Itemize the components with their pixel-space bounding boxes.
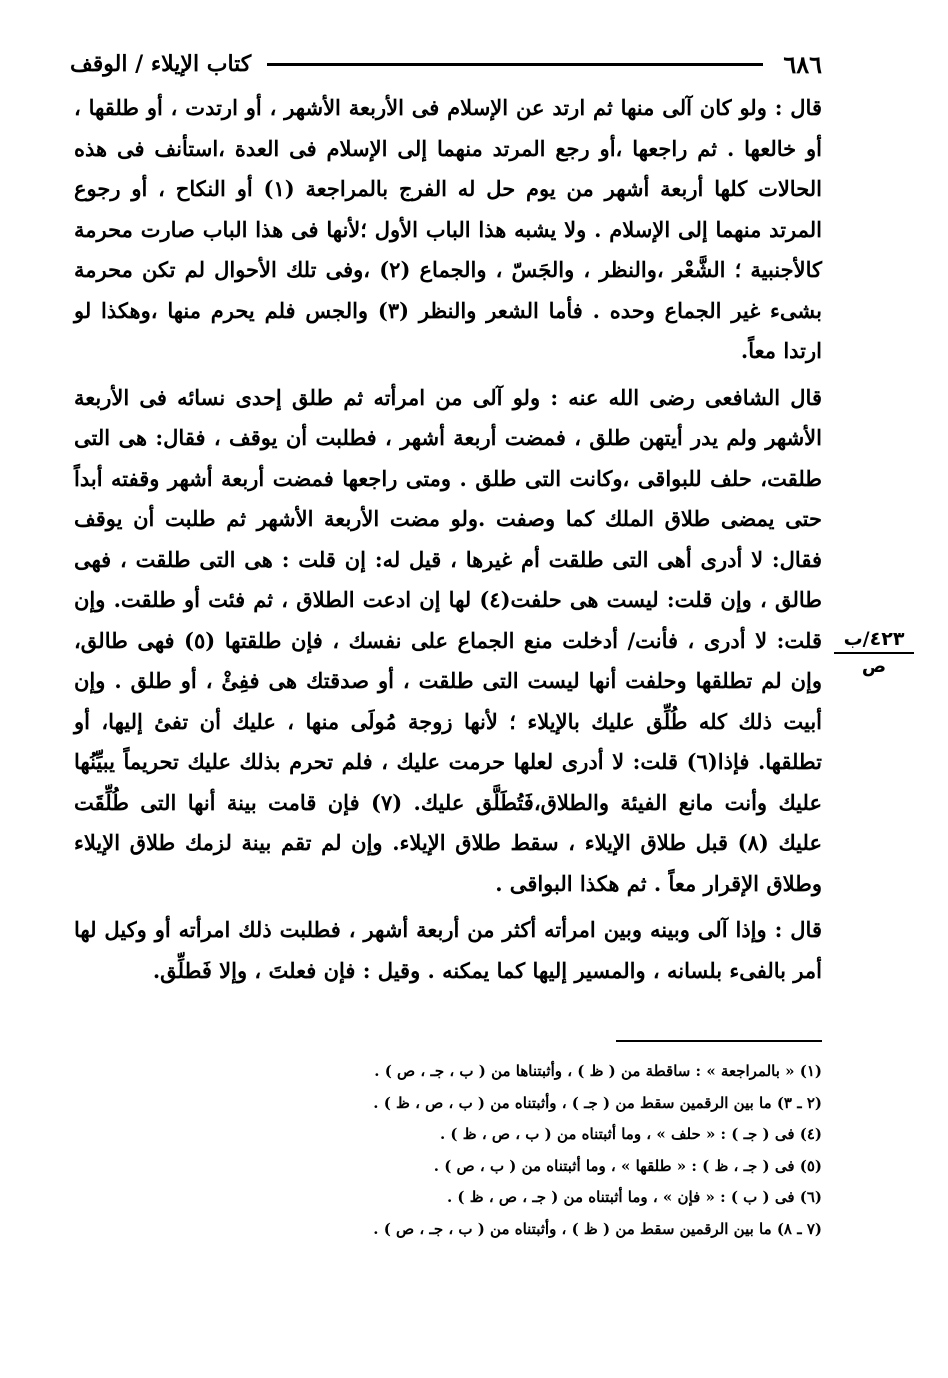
main-text [74,88,822,997]
footnote-2: (٢ ـ ٣) ما بين الرقمين سقط من ( جـ ) ، وأثبتناه من ( ب ، ص ، ظ ) . [373,1093,822,1112]
footnote-separator [616,1040,822,1042]
page-number: ٦٨٦ [783,49,822,79]
footnote-4: (٥) فى ( جـ ، ظ ) : « طلقها » ، وما أثبتناه من ( ب ، ص ) . [433,1156,822,1175]
paragraph-body: وإذا آلى وبينه وبين امرأته أكثر من أربعة أشهر ، فطلبت ذلك امرأته أو وكيل لها أمر بالفىء بلسانه ، والمسير إليها كما يمكنه . وقيل : فإن فعلتَ ، وإلا فَطلِّق. [74,917,822,983]
footnotes [300,1056,822,1245]
header-rule [267,63,763,66]
footnote-5: (٦) فى ( ب ) : « فإن » ، وما أثبتناه من ( جـ ، ص ، ظ ) . [446,1188,822,1206]
running-header [70,44,822,84]
paragraph-body: ولو آلى من امرأته ثم طلق إحدى نسائه فى الأربعة الأشهر ولم يدر أيتهن طلق ، فمضت أربعة أشهر ، فطلبت أن يوقف ، فقال: هى التى طلقت، حلف للبواقى ،وكانت التى طلق . ومتى راجعها فمضت أربعة أشهر وقفته أبداً حتى يمضى طلاق الملك كما وصفت .ولو مضت الأربعة الأشهر ثم طلبت أن يوقف فقال: لا أدرى أهى التى طلقت أم غيرها ، قيل له: إن قلت : هى التى طلقت ، فهى طالق ، وإن قلت: ليست هى حلفت(٤) لها إن ادعت الطلاق ، ثم فئت أو طلقت. وإن قلت: لا أدرى ، فأنت/ أدخلت منع الجماع على نفسك ، فإن طلقتها (٥) فهى طالق، وإن لم تطلقها وحلفت أنها ليست التى طلقت ، أو صدقتك هى ففِئْ ، أو طلق . وإن أبيت ذلك كله طُلِّق عليك بالإيلاء ؛ لأنها زوجة مُولَى منها ، عليك أن تفئ إليها، أو تطلقها. فإذا(٦) قلت: لا أدرى لعلها حرمت عليك ، فلم تحرم بذلك عليك تحريماً يبيِّنُها عليك وأنت مانع الفيئة والطلاق،فَتُطَلَّق عليك. (٧) فإن قامت بينة أنها التى طُلِّقَت عليك (٨) قبل طلاق الإيلاء ، سقط طلاق الإيلاء. وإن لم تقم بينة لزمك طلاق الإيلاء وطلاق الإقرار معاً . ثم هكذا البواقى . [74,384,823,896]
running-title: كتاب الإيلاء / الوقف [70,51,252,77]
footnote-6: (٧ ـ ٨) ما بين الرقمين سقط من ( ظ ) ، وأثبتناه من ( ب ، جـ ، ص ) . [373,1219,822,1238]
paragraph-1 [74,88,822,372]
paragraph-lead: قال الشافعى رضى الله عنه : [550,384,822,410]
paragraph-lead: قال : [774,917,822,942]
footnote-1: (١) « بالمراجعة » : ساقطة من ( ظ ) ، وأثبتناها من ( ب ، جـ ، ص ) . [374,1062,822,1080]
paragraph-body: ولو كان آلى منها ثم ارتد عن الإسلام فى الأربعة الأشهر ، أو ارتدت ، أو طلقها ، أو خالعها . ثم راجعها ،أو رجع المرتد منهما إلى الإسلام فى العدة ،استأنف فى هذه الحالات كلها أربعة أشهر من يوم حل له الفرج بالمراجعة (١) أو النكاح ، أو رجوع المرتد منهما إلى الإسلام . ولا يشبه هذا الباب الأول ؛لأنها فى هذا الباب صارت محرمة كالأجنبية ؛ الشَّعْر ،والنظر ، والجَسّ ، والجماع (٢) ،وفى تلك الأحوال لم تكن محرمة بشىء غير الجماع وحده . فأما الشعر والنظر (٣) والجس فلم يحرم منها ،وهكذا لو ارتدا معاً. [74,95,823,363]
paragraph-lead: قال : [774,95,822,120]
paragraph-2 [74,378,822,905]
footnote-3: (٤) فى ( جـ ) : « حلف » ، وما أثبتناه من ( ب ، ص ، ظ ) . [439,1125,822,1143]
paragraph-3 [74,910,822,991]
manuscript-margin-note [834,628,914,677]
folio-reference: ٤٢٣/ب [834,628,914,654]
manuscript-siglum: ص [861,656,887,677]
